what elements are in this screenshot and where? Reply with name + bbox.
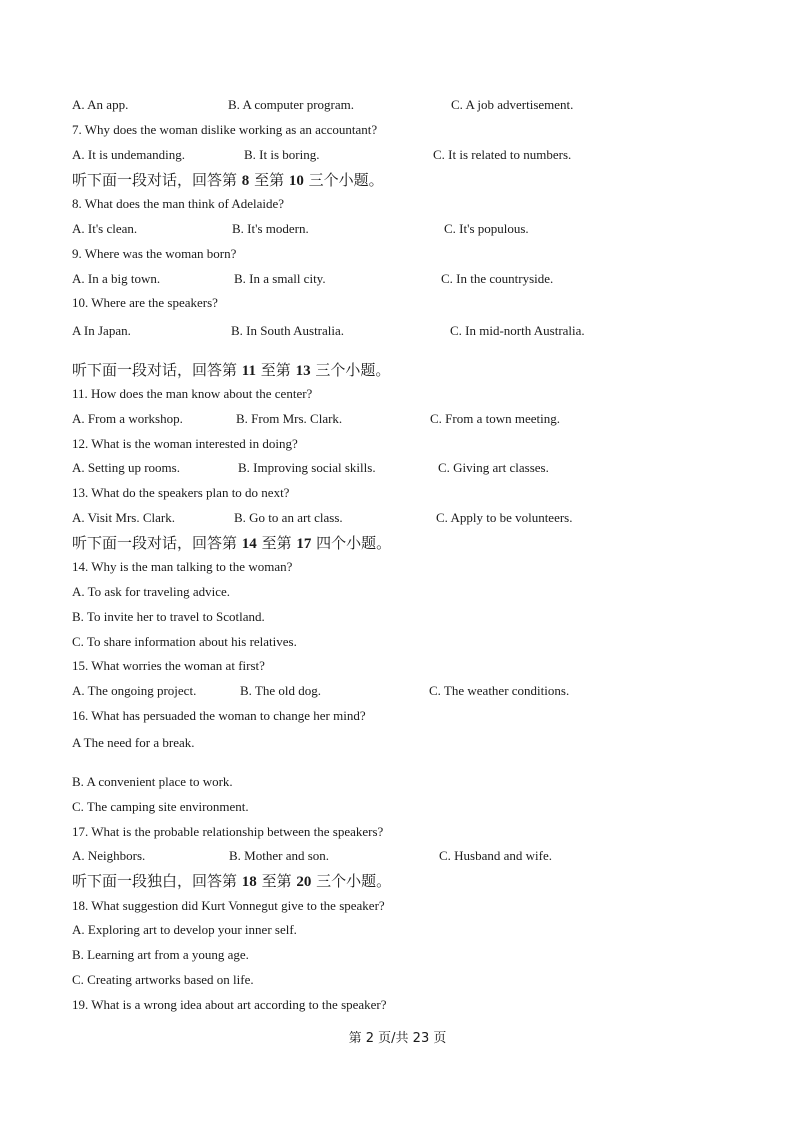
q6-option-b: B. A computer program. bbox=[228, 97, 355, 112]
q11-option-b: B. From Mrs. Clark. bbox=[236, 411, 343, 426]
q17-option-b: B. Mother and son. bbox=[229, 848, 330, 863]
section-heading-1: 听下面一段对话，回答第 8 至第 10 三个小题。 bbox=[72, 171, 384, 189]
section-heading-3: 听下面一段对话，回答第 14 至第 17 四个小题。 bbox=[72, 534, 392, 552]
q16-option-b: B. A convenient place to work. bbox=[72, 774, 233, 789]
q18-option-a: A. Exploring art to develop your inner self. bbox=[72, 922, 297, 937]
q11-question: 11. How does the man know about the center? bbox=[72, 386, 313, 401]
q13-option-a: A. Visit Mrs. Clark. bbox=[72, 510, 175, 525]
q11-option-a: A. From a workshop. bbox=[72, 411, 183, 426]
q6-option-c: C. A job advertisement. bbox=[451, 97, 574, 112]
q15-option-c: C. The weather conditions. bbox=[429, 683, 570, 698]
q14-question: 14. Why is the man talking to the woman? bbox=[72, 559, 293, 574]
q12-question: 12. What is the woman interested in doing? bbox=[72, 436, 298, 451]
q12-option-a: A. Setting up rooms. bbox=[72, 460, 180, 475]
q16-option-c: C. The camping site environment. bbox=[72, 799, 249, 814]
section-heading-2: 听下面一段对话，回答第 11 至第 13 三个小题。 bbox=[72, 361, 391, 379]
q14-option-c: C. To share information about his relatives. bbox=[72, 634, 297, 649]
q12-option-c: C. Giving art classes. bbox=[438, 460, 549, 475]
q17-question: 17. What is the probable relationship between the speakers? bbox=[72, 824, 384, 839]
q15-question: 15. What worries the woman at first? bbox=[72, 658, 265, 673]
q15-option-b: B. The old dog. bbox=[240, 683, 322, 698]
q19-question: 19. What is a wrong idea about art according to the speaker? bbox=[72, 997, 387, 1012]
page-number-footer: 第 2 页/共 23 页 bbox=[348, 1031, 447, 1046]
q6-option-a: A. An app. bbox=[72, 97, 129, 112]
q10-option-c: C. In mid-north Australia. bbox=[450, 323, 585, 338]
q9-question: 9. Where was the woman born? bbox=[72, 246, 237, 261]
q17-option-a: A. Neighbors. bbox=[72, 848, 146, 863]
q7-option-b: B. It is boring. bbox=[244, 147, 320, 162]
q8-option-c: C. It's populous. bbox=[444, 221, 529, 236]
q7-option-c: C. It is related to numbers. bbox=[433, 147, 572, 162]
q16-option-a: A The need for a break. bbox=[72, 735, 195, 750]
q10-option-a: A In Japan. bbox=[72, 323, 131, 338]
q13-option-c: C. Apply to be volunteers. bbox=[436, 510, 573, 525]
q7-question: 7. Why does the woman dislike working as an accountant? bbox=[72, 122, 378, 137]
q18-option-c: C. Creating artworks based on life. bbox=[72, 972, 254, 987]
q14-option-a: A. To ask for traveling advice. bbox=[72, 584, 231, 599]
q8-option-b: B. It's modern. bbox=[232, 221, 309, 236]
q10-option-b: B. In South Australia. bbox=[231, 323, 345, 338]
q17-option-c: C. Husband and wife. bbox=[439, 848, 553, 863]
q13-option-b: B. Go to an art class. bbox=[234, 510, 343, 525]
q12-option-b: B. Improving social skills. bbox=[238, 460, 376, 475]
section-heading-4: 听下面一段独白，回答第 18 至第 20 三个小题。 bbox=[72, 872, 392, 890]
q13-question: 13. What do the speakers plan to do next? bbox=[72, 485, 290, 500]
q10-question: 10. Where are the speakers? bbox=[72, 295, 218, 310]
q16-question: 16. What has persuaded the woman to change her mind? bbox=[72, 708, 366, 723]
q7-option-a: A. It is undemanding. bbox=[72, 147, 186, 162]
q9-option-a: A. In a big town. bbox=[72, 271, 161, 286]
q14-option-b: B. To invite her to travel to Scotland. bbox=[72, 609, 265, 624]
q8-question: 8. What does the man think of Adelaide? bbox=[72, 196, 285, 211]
q9-option-b: B. In a small city. bbox=[234, 271, 326, 286]
q11-option-c: C. From a town meeting. bbox=[430, 411, 560, 426]
q9-option-c: C. In the countryside. bbox=[441, 271, 554, 286]
q8-option-a: A. It's clean. bbox=[72, 221, 138, 236]
q18-option-b: B. Learning art from a young age. bbox=[72, 947, 249, 962]
q18-question: 18. What suggestion did Kurt Vonnegut give to the speaker? bbox=[72, 898, 385, 913]
q15-option-a: A. The ongoing project. bbox=[72, 683, 197, 698]
